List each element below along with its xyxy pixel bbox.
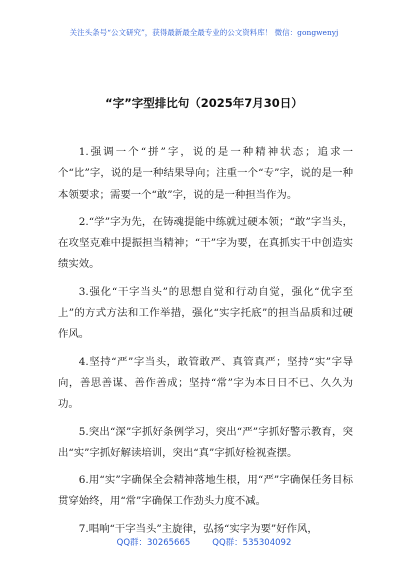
footer-qq-group-2: QQ群：535304092 — [212, 538, 292, 548]
footer-qq-group-1: QQ群：30265665 — [116, 538, 191, 548]
paragraph-3: 3.强化“干字当头”的思想自觉和行动自觉，强化“优字至上”的方式方法和工作举措，强化“实字托底”的担当品质和过硬作风。 — [58, 285, 353, 341]
paragraph-4: 4.坚持“严”字当头，敢管敢严、真管真严；坚持“实”字导向，善思善谋、善作善成；坚持“常”字为本日日不已、久久为功。 — [58, 355, 353, 411]
paragraph-2: 2.“学”字为先，在铸魂提能中练就过硬本领；“敢”字当头，在攻坚克难中提振担当精神；“干”字为要，在真抓实干中创造实绩实效。 — [58, 215, 353, 271]
document-body — [58, 142, 353, 546]
paragraph-1: 1.强调一个“拼”字，说的是一种精神状态；追求一个“比”字，说的是一种结果导向；注重一个“专”字，说的是一种本领要求；需要一个“敢”字，说的是一种担当作为。 — [58, 146, 353, 201]
paragraph-7: 7.唱响“干字当头”主旋律，弘扬“实字为要”好作风， — [78, 522, 318, 535]
page-title: “字”字型排比句（2025年7月30日） — [105, 96, 303, 110]
paragraph-6: 6.用“实”字确保全会精神落地生根，用“严”字确保任务目标贯穿始终，用“常”字确保工作劲头力度不减。 — [58, 474, 353, 508]
paragraph-5: 5.突出“深”字抓好条例学习，突出“严”字抓好警示教育，突出“实”字抓好解读培训，突出“真”字抓好检视查摆。 — [58, 425, 353, 459]
header-note: 关注头条号“公文研究”，获得最新最全最专业的公文资料库！ 微信：gongwenyj — [69, 28, 339, 37]
footer — [0, 536, 408, 548]
